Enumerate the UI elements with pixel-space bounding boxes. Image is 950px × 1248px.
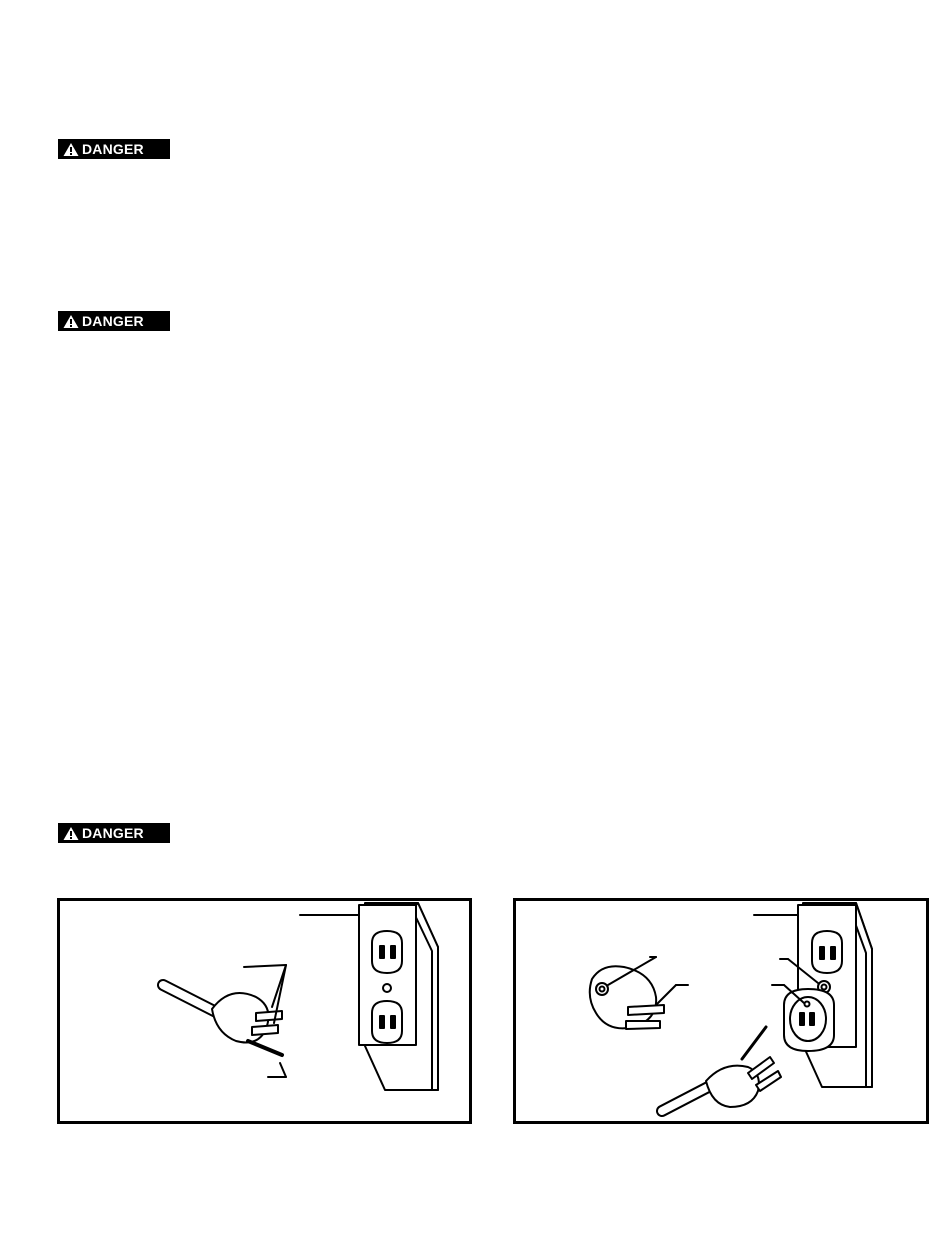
grounded-plug-illustration [60, 901, 469, 1121]
danger-text: DANGER [82, 313, 144, 329]
warning-triangle-icon [63, 314, 79, 329]
warning-triangle-icon [63, 826, 79, 841]
figure-adapter-plug [513, 898, 929, 1124]
danger-label-2 [58, 311, 170, 331]
figure-grounded-plug [57, 898, 472, 1124]
danger-label-3 [58, 823, 170, 843]
danger-text: DANGER [82, 825, 144, 841]
danger-text: DANGER [82, 141, 144, 157]
danger-label-1 [58, 139, 170, 159]
warning-triangle-icon [63, 142, 79, 157]
adapter-plug-illustration [516, 901, 926, 1121]
